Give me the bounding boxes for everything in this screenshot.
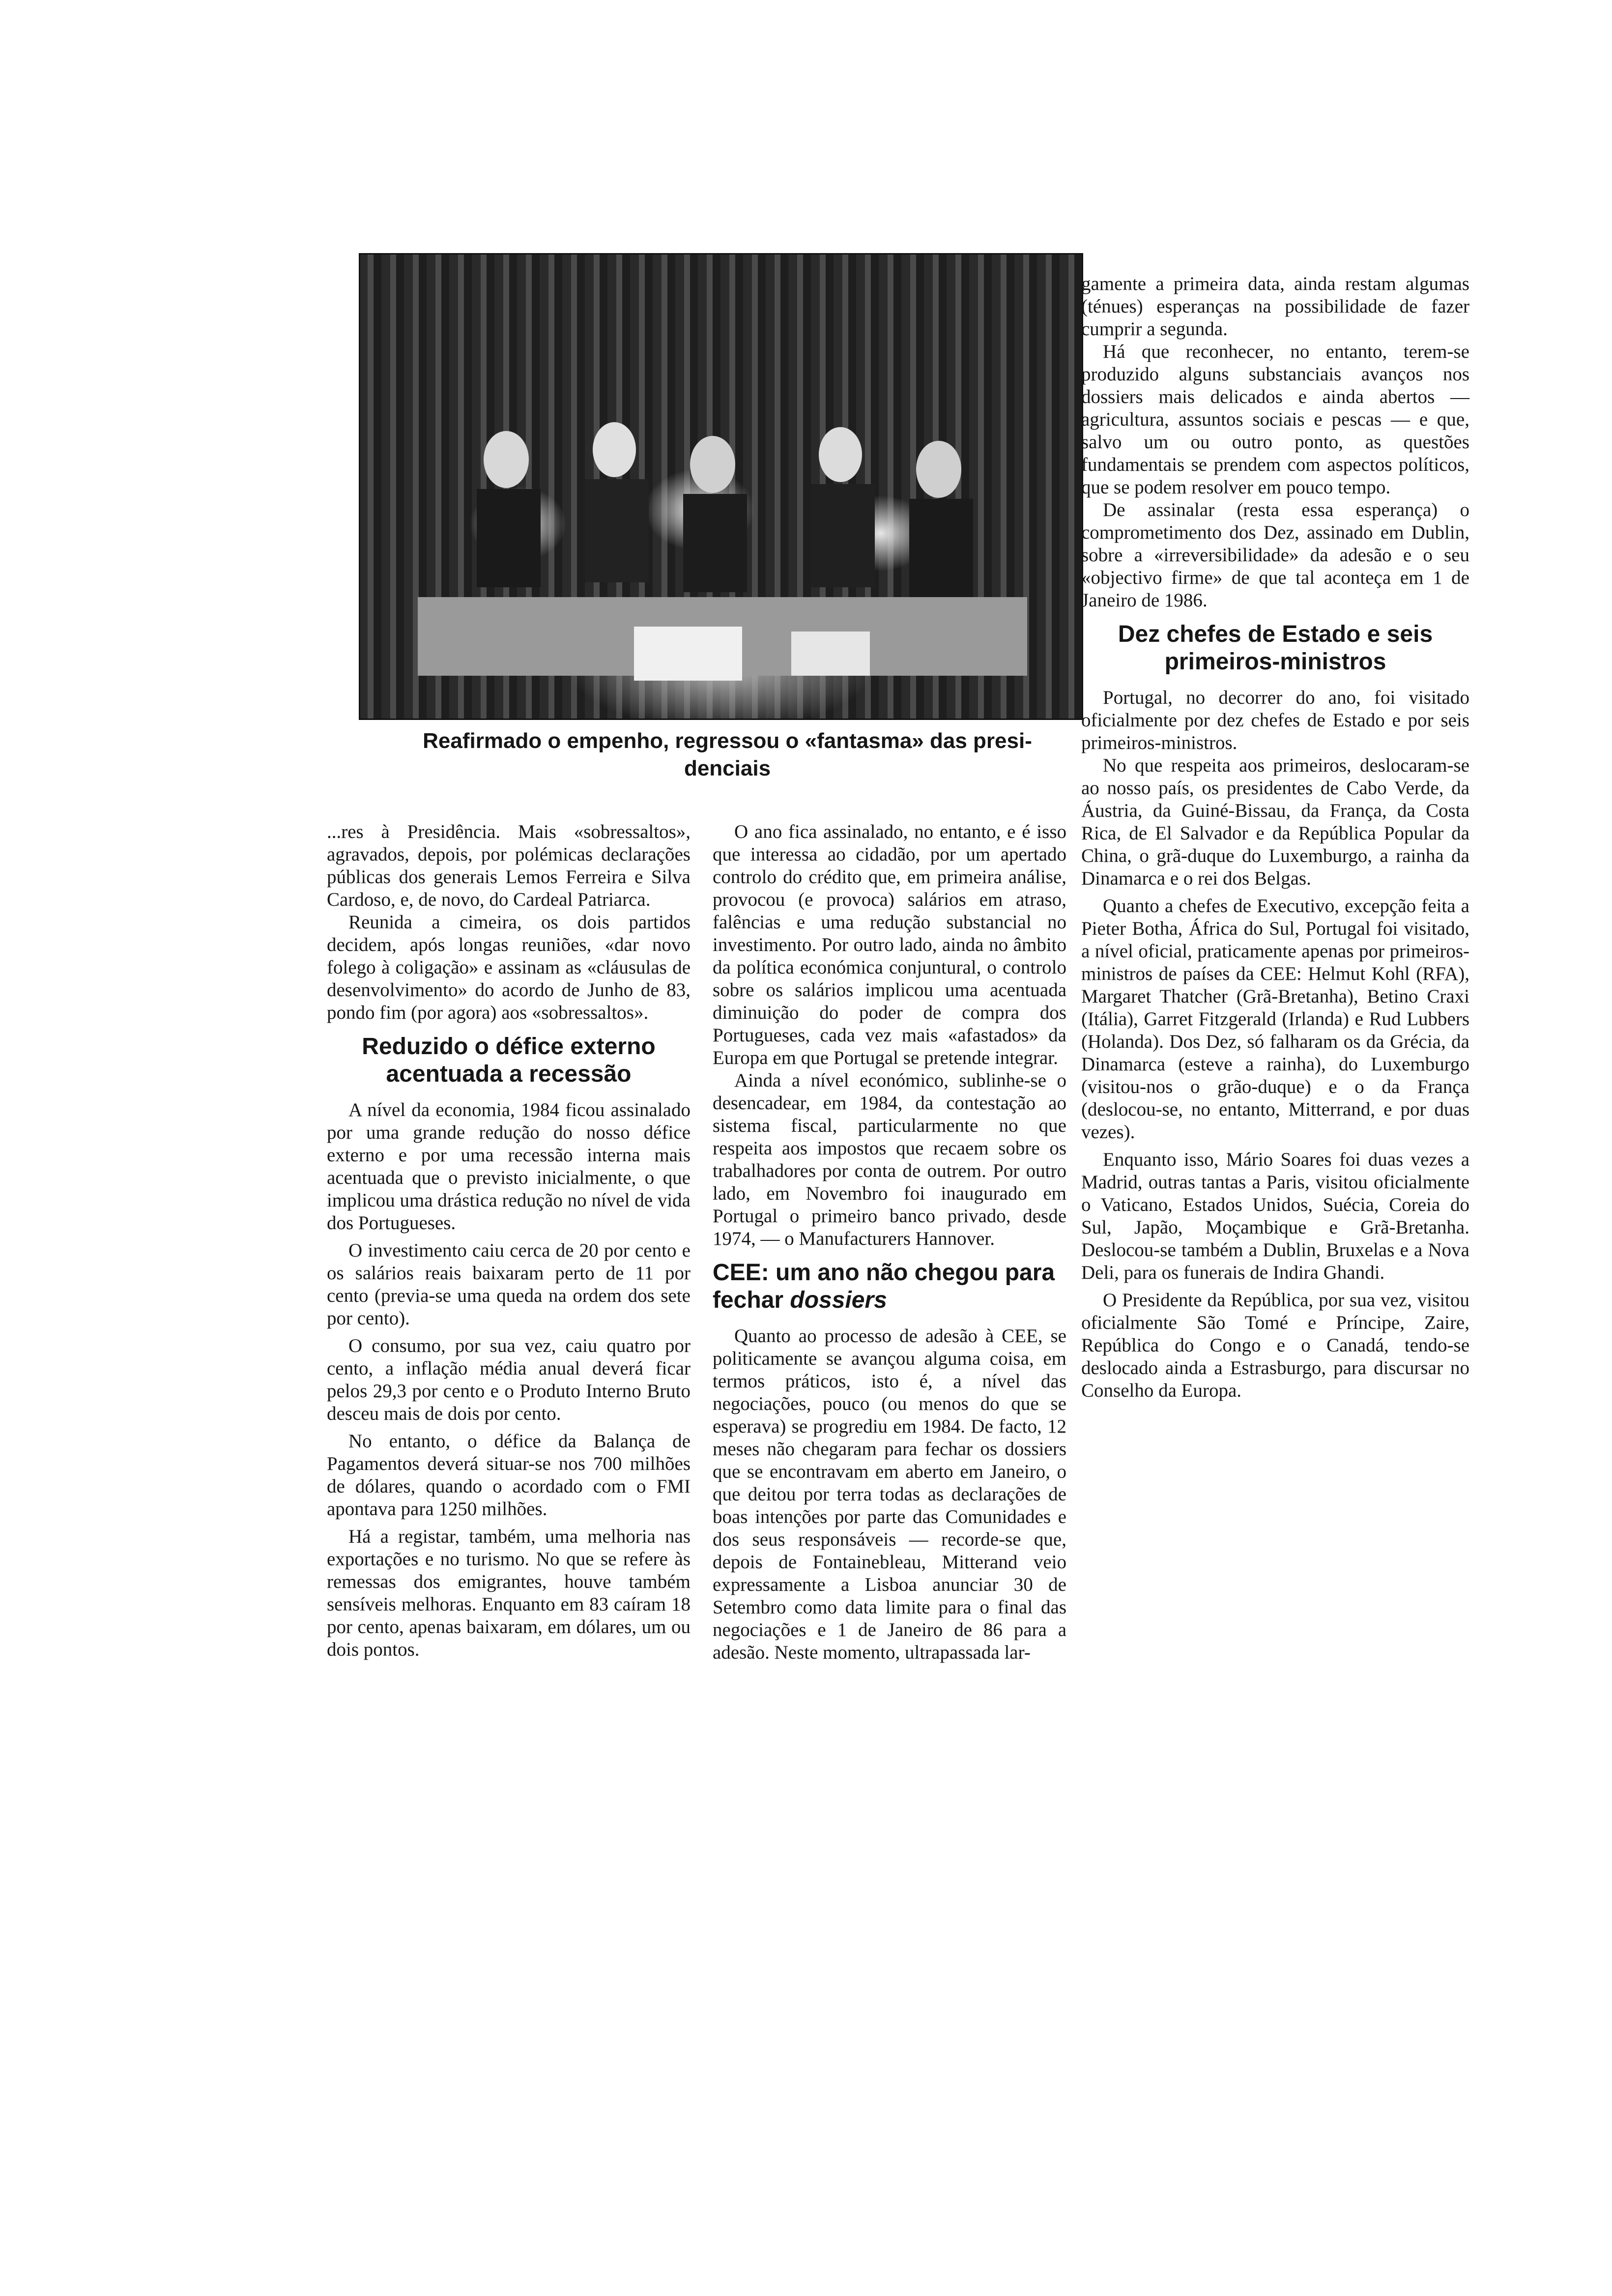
col1-paragraph-2: Reunida a cimeira, os dois partidos decidem, após longas reuniões, «dar novo folego à coligação» e assinam as «cláusulas de desenvolvimento» do acordo de Junho de 83, pondo fim (por agora) aos «sobressaltos». xyxy=(327,912,691,1023)
caption-line-2: denciais xyxy=(684,756,771,780)
col1-paragraph-1: ...res à Presidência. Mais «sobressaltos», agravados, depois, por polémicas declarações públicas dos generais Lemos Ferreira e Silva Cardoso, e, de novo, do Cardeal Patriarca. xyxy=(327,821,691,910)
col3-paragraph-1: gamente a primeira data, ainda restam algumas (ténues) esperanças na possibilidade de fazer cumprir a segunda. xyxy=(1081,273,1469,340)
heading-reduzido-defice: Reduzido o défice externo acentuada a recessão xyxy=(362,1033,656,1087)
meeting-photo xyxy=(359,253,1083,720)
col3-paragraph-2: Há que reconhecer, no entanto, terem-se produzido alguns substanciais avanços nos dossiers mais delicados e ainda abertos — agricultura, assuntos sociais e pescas — e que, salvo um ou outro ponto, as questões fundamentais se prendem com aspectos políticos, que se podem resolver em pouco tempo. xyxy=(1081,341,1469,498)
heading-cee-text: CEE: um ano não chegou para fechar xyxy=(713,1260,1055,1313)
photo-caption xyxy=(354,727,1101,782)
heading-dez-chefes: Dez chefes de Estado e seis primeiros-ministros xyxy=(1118,621,1433,675)
col3-paragraph-8: O Presidente da República, por sua vez, visitou oficialmente São Tomé e Príncipe, Zaire, República do Congo e o Canadá, tendo-se deslocado ainda a Estrasburgo, para discursar no Conselho da Europa. xyxy=(1081,1290,1469,1401)
col1-paragraph-7: Há a registar, também, uma melhoria nas exportações e no turismo. No que se refere às remessas dos emigrantes, houve também sensíveis melhoras. Enquanto em 83 caíram 18 por cento, apenas baixaram, em dólares, um ou dois pontos. xyxy=(327,1526,691,1660)
photo-figures xyxy=(359,253,1083,720)
column-2 xyxy=(713,821,1066,1664)
col3-paragraph-4: Portugal, no decorrer do ano, foi visitado oficialmente por dez chefes de Estado e por seis primeiros-ministros. xyxy=(1081,687,1469,753)
col1-paragraph-6: No entanto, o défice da Balança de Pagamentos deverá situar-se nos 700 milhões de dólares, quando o acordado com o FMI apontava para 1250 milhões. xyxy=(327,1431,691,1520)
col3-paragraph-7: Enquanto isso, Mário Soares foi duas vezes a Madrid, outras tantas a Paris, visitou oficialmente o Vaticano, Estados Unidos, Suécia, Coreia do Sul, Japão, Moçambique e Grã-Bretanha. Deslocou-se também a Dublin, Bruxelas e a Nova Deli, para os funerais de Indira Ghandi. xyxy=(1081,1149,1469,1283)
heading-cee xyxy=(713,1259,1066,1314)
col2-paragraph-2: Ainda a nível económico, sublinhe-se o desencadear, em 1984, da contestação ao sistema fiscal, particularmente no que respeita aos impostos que recaem sobre os trabalhadores por conta de outrem. Por outro lado, em Novembro foi inaugurado em Portugal o primeiro banco privado, desde 1974, — o Manufacturers Hannover. xyxy=(713,1070,1066,1249)
column-3 xyxy=(1081,273,1469,1402)
col3-paragraph-5: No que respeita aos primeiros, deslocaram-se ao nosso país, os presidentes de Cabo Verde, da Áustria, da Guiné-Bissau, da França, da Costa Rica, de El Salvador e da República Popular da China, o grã-duque do Luxemburgo, a rainha da Dinamarca e o rei dos Belgas. xyxy=(1081,755,1469,889)
col3-paragraph-6: Quanto a chefes de Executivo, excepção feita a Pieter Botha, África do Sul, Portugal foi visitado, a nível oficial, praticamente apenas por primeiros-ministros de países da CEE: Helmut Kohl (RFA), Margaret Thatcher (Grã-Bretanha), Betino Craxi (Itália), Garret Fitzgerald (Irlanda) e Rud Lubbers (Holanda). Dos Dez, só falharam os da Grécia, da Dinamarca (esteve a rainha), do Luxemburgo (visitou-nos o grão-duque) e o da França (deslocou-se, no entanto, Mitterrand, e por duas vezes). xyxy=(1081,895,1469,1143)
col1-paragraph-3: A nível da economia, 1984 ficou assinalado por uma grande redução do nosso défice externo e por uma recessão interna mais acentuada que o previsto inicialmente, o que implicou uma drástica redução no nível de vida dos Portugueses. xyxy=(327,1099,691,1234)
col3-paragraph-3: De assinalar (resta essa esperança) o comprometimento dos Dez, assinado em Dublin, sobre a «irreversibilidade» da adesão e o seu «objectivo firme» de que tal aconteça em 1 de Janeiro de 1986. xyxy=(1081,499,1469,611)
col1-paragraph-5: O consumo, por sua vez, caiu quatro por cento, a inflação média anual deverá ficar pelos 29,3 por cento e o Produto Interno Bruto desceu mais de dois por cento. xyxy=(327,1335,691,1424)
column-1 xyxy=(327,821,691,1661)
col1-paragraph-4: O investimento caiu cerca de 20 por cento e os salários reais baixaram perto de 11 por cento (previa-se uma queda na ordem dos sete por cento). xyxy=(327,1240,691,1329)
col2-paragraph-1: O ano fica assinalado, no entanto, e é isso que interessa ao cidadão, por um apertado controlo do crédito que, em primeira análise, provocou (e provoca) salários em atraso, falências e uma redução substancial no investimento. Por outro lado, ainda no âmbito da política económica conjuntural, o controlo sobre os salários implicou uma acentuada diminuição do poder de compra dos Portugueses, cada vez mais «afastados» da Europa em que Portugal se pretende integrar. xyxy=(713,821,1066,1068)
heading-cee-italic: dossiers xyxy=(790,1287,887,1313)
col2-paragraph-3: Quanto ao processo de adesão à CEE, se politicamente se avançou alguma coisa, em termos práticos, isto é, a nível das negociações, pouco (ou menos do que se esperava) se progrediu em 1984. De facto, 12 meses não chegaram para fechar os dossiers que se encontravam em aberto em Janeiro, o que deitou por terra todas as declarações de boas intenções por parte das Comunidades e dos seus responsáveis — recorde-se que, depois de Fontainebleau, Mitterand veio expressamente a Lisboa anunciar 30 de Setembro como data limite para o final das negociações e 1 de Janeiro de 86 para a adesão. Neste momento, ultrapassada lar- xyxy=(713,1325,1066,1663)
caption-line-1: Reafirmado o empenho, regressou o «fantasma» das presi- xyxy=(423,729,1032,753)
